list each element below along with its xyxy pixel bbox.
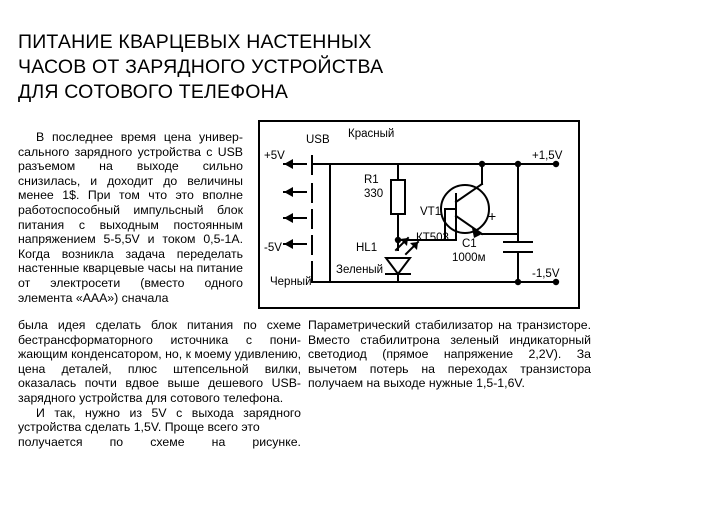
label-black-wire: Черный <box>270 276 312 288</box>
lastline-word-1: получается <box>18 434 83 449</box>
label-vt1-value: КТ503 <box>416 232 449 244</box>
page-title <box>18 30 488 105</box>
body-left-column <box>18 130 243 305</box>
label-c1-name: C1 <box>462 238 477 250</box>
paragraph-stabilizer: Параметрический стабилизатор на транзисторе. Вместо стабилитрона зеленый индикаторный светодиод (прямое напряжение 2,2V). За вычетом потерь на переходах транзистора получаем на выходе нужные 1,5-1,6V. <box>308 318 591 391</box>
label-output-minus: -1,5V <box>532 268 560 280</box>
lastline-word-3: схеме <box>150 434 185 449</box>
label-r1-value: 330 <box>364 188 384 200</box>
label-hl1-value: Зеленый <box>336 264 384 276</box>
paragraph-continued: была идея сделать блок питания по схеме бестрансформаторного источника с понижающим конденсатором, но, к моему удивлению, цена деталей, плюс штепсельной вилки, оказалась почти вдвое выше дешевого USB-зарядного устройства для сотового телефона. <box>18 318 302 405</box>
label-c1-polarity: + <box>488 208 497 224</box>
label-plus-5v: +5V <box>264 150 285 162</box>
label-c1-value: 1000м <box>452 252 486 264</box>
paragraph-task: И так, нужно из 5V с выхода зарядного устройства сделать 1,5V. Проще всего это <box>18 405 301 435</box>
label-red-wire: Красный <box>348 128 395 140</box>
circuit-schematic <box>258 120 580 309</box>
body-right-column <box>308 318 591 391</box>
body-left-column-continued <box>18 318 301 449</box>
page-title-line-1: ПИТАНИЕ КВАРЦЕВЫХ НАСТЕННЫХ <box>18 31 372 53</box>
paragraph-intro: В последнее время цена универсального зарядного устройства с USB разъемом на выходе сильно снизилась, и доходит до величины менее 1$. При том что это вполне работоспособный импульсный блок питания с выходным постоянным напряжением 5-5,5V и током 0,5-1A. Когда возникла задача переделать настенные кварцевые часы на питание от электросети (вместо одного элемента «ААА») сначала <box>18 130 243 305</box>
page-title-line-3: ДЛЯ СОТОВОГО ТЕЛЕФОНА <box>18 81 289 103</box>
label-vt1-name: VT1 <box>420 206 442 218</box>
paragraph-task-lastline <box>18 435 301 450</box>
lastline-word-5: рисунке. <box>252 434 301 449</box>
label-r1-name: R1 <box>364 174 379 186</box>
label-output-plus: +1,5V <box>532 150 563 162</box>
label-hl1-name: HL1 <box>356 242 378 254</box>
lastline-word-2: по <box>109 434 124 449</box>
lastline-word-4: на <box>211 434 226 449</box>
page-title-line-2: ЧАСОВ ОТ ЗАРЯДНОГО УСТРОЙСТВА <box>18 56 384 78</box>
label-minus-5v: -5V <box>264 242 282 254</box>
label-usb: USB <box>306 134 330 146</box>
